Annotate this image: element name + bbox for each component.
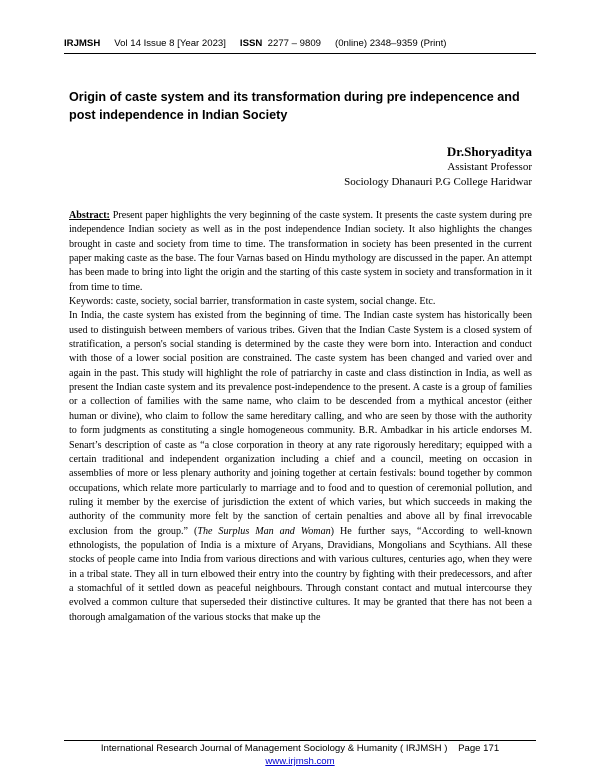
page-number: Page 171	[458, 743, 500, 754]
body-paragraph	[69, 309, 532, 625]
footer-rule	[64, 740, 536, 741]
paper-body	[69, 209, 532, 625]
body-text-part1: In India, the caste system has existed from the beginning of time. The Indian caste system has historically been used to distinguish between members of various tribes. Given that the Indian Caste System is a closed system of stratification, a person's social standing is determined by the caste they were born into. Interaction and conduct with those of a lower social position are constrained. The caste system has been changed and varied over and again in the past. This study will highlight the role of patriarchy in caste and class distinction in India, as well as present the Indian caste system and its prevalence post-independence to the present. A caste is a group of families or a collection of families with the same name, who claim to be descended from a mythical ancestor (either human or divine), who claim to follow the same hereditary calling, and who are seen by those with the authority to form judgments as constituting a single homogeneous community. B.R. Ambadkar in his article endorses M. Senart’s description of caste as “a close corporation in theory at any rate rigorously hereditary; equipped with a certain traditional and independent organization including a chief and a council, meeting on occasion in assemblies of more or less plenary authority and joining together at certain festivals: bound together by common occupations, which relate more particularly to marriage and to food and to question of ceremonial pollution, and ruling it member by the exercise of jurisdiction the extent of which varies, but which succeeds in making the authority of the community more felt by the sanction of certain penalties and above all by final irrevocable exclusion from the group.” (	[69, 310, 532, 537]
journal-abbrev: IRJMSH	[64, 38, 101, 49]
author-block	[344, 143, 532, 189]
author-name: Dr.Shoryaditya	[446, 144, 532, 159]
keywords-line: Keywords: caste, society, social barrier, transformation in caste system, social change. Etc.	[69, 296, 436, 308]
abstract-text: Present paper highlights the very beginning of the caste system. It presents the caste system during pre independence Indian society as well as in the post independence Indian society. It also highlights the changes brought in caste and society from time to time. The transformation in society has been presented in the current paper making caste as the base. The four Varnas based on Hindu mythology are discussed in the paper. An attempt has been made to bring into light the origin and the starting of this caste system in society and transformation in it from time to time.	[69, 210, 532, 293]
paper-title: Origin of caste system and its transformation during pre indepencence and post independence in Indian Society	[69, 90, 520, 122]
author-position: Assistant Professor	[447, 161, 532, 173]
footer-line	[64, 742, 536, 755]
body-text-part2: ) He further says, “According to well-known ethnologists, the population of India is a mixture of Aryans, Dravidians, Mongolians and Scythians. All these stocks of people came into India from various directions and with various cultures, centuries ago, when they were in a tribal state. They all in turn elbowed their entry into the country by fighting with their predecessors, and after a stomachful of it settled down as peaceful neighbours. Through constant contact and mutual intercourse they evolved a common culture that superseded their distinctive cultures. It may be granted that there has not been a thorough amalgamation of the various stocks that make up the	[69, 525, 532, 623]
header-rule	[64, 53, 536, 54]
running-header	[64, 38, 536, 49]
volume-issue: Vol 14 Issue 8 [Year 2023]	[114, 38, 226, 49]
issn-online-print: (0nline) 2348–9359 (Print)	[335, 38, 447, 49]
citation-title: The Surplus Man and Woman	[197, 525, 331, 537]
running-footer	[64, 742, 536, 768]
author-affiliation: Sociology Dhanauri P.G College Haridwar	[344, 175, 532, 188]
journal-website-link[interactable]: www.irjmsh.com	[265, 756, 335, 767]
abstract-paragraph	[69, 209, 532, 295]
footer-journal: International Research Journal of Management Sociology & Humanity ( IRJMSH )	[100, 743, 448, 754]
issn-number: 2277 – 9809	[267, 38, 322, 49]
abstract-label: Abstract:	[69, 210, 110, 221]
issn-label: ISSN	[239, 38, 263, 49]
